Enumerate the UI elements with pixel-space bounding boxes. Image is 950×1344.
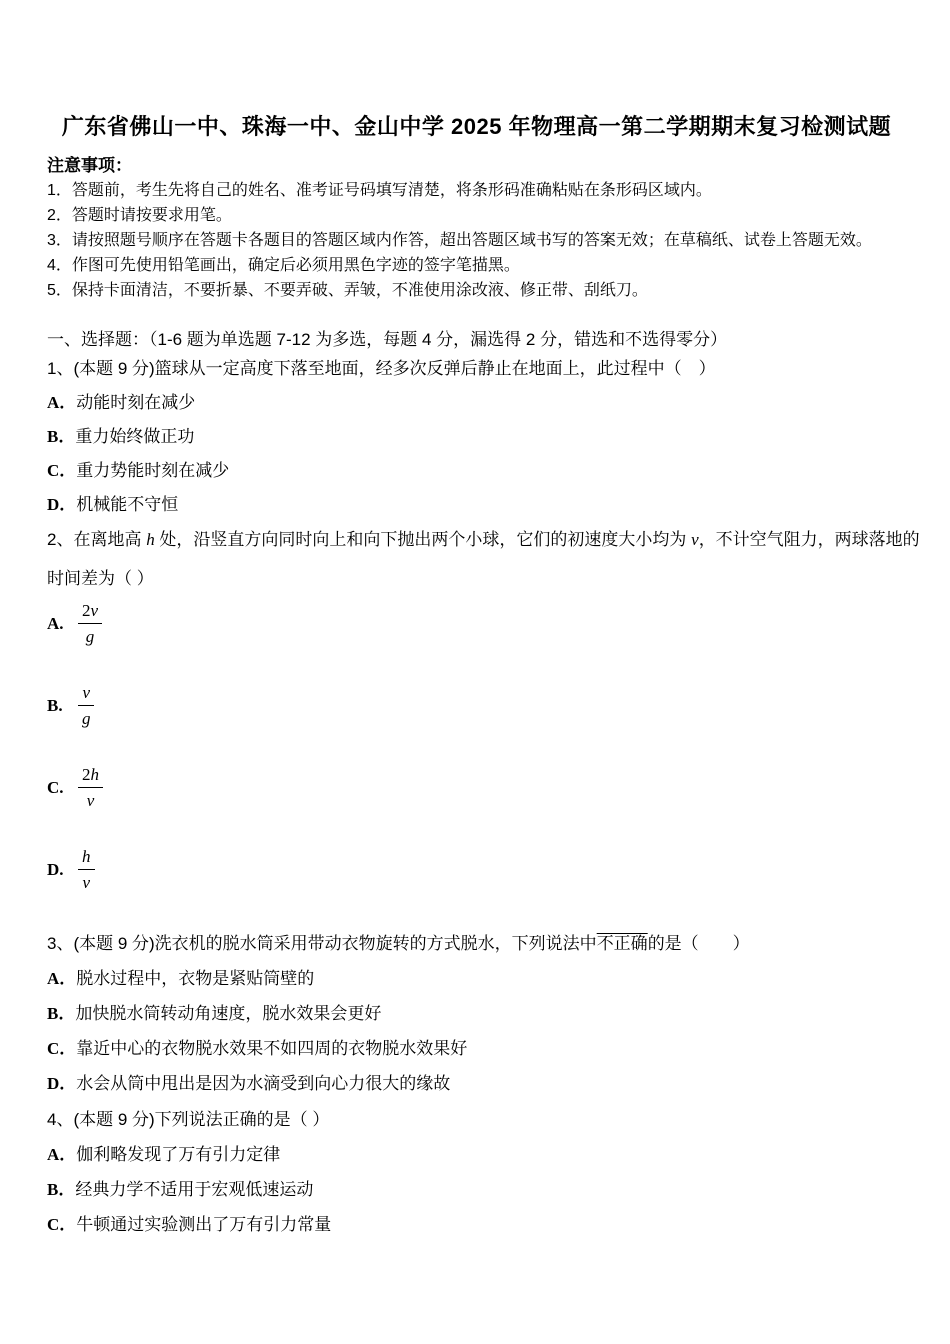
stem-text: 的是（ ）: [647, 934, 750, 953]
option-text: 重力势能时刻在减少: [76, 461, 230, 480]
option-text: 牛顿通过实验测出了万有引力常量: [76, 1215, 332, 1234]
notice-heading: 注意事项：: [47, 156, 132, 175]
option-letter: C．: [47, 1039, 77, 1058]
question-4-option-c: [47, 1214, 906, 1236]
section-header-choice-questions: 一、选择题：（1-6 题为单选题 7-12 为多选，每题 4 分，漏选得 2 分，错选和不选得零分）: [47, 330, 728, 349]
option-letter: A．: [47, 393, 77, 412]
stem-text: ，不计空气阻力，两球落地的: [698, 530, 920, 549]
fraction-denominator: g: [82, 709, 91, 728]
notice-item-2: 2．答题时请按要求用笔。: [47, 207, 232, 224]
numerator-variable: v: [90, 601, 99, 620]
exam-title: 广东省佛山一中、珠海一中、金山中学 2025 年物理高一第二学期期末复习检测试题: [61, 114, 892, 139]
numerator-coefficient: 2: [82, 601, 91, 620]
option-letter: A．: [47, 1145, 77, 1164]
question-1-option-a: [47, 392, 906, 414]
option-letter: B．: [47, 1004, 76, 1023]
numerator-variable: h: [82, 847, 91, 866]
emphasized-text: 不正确: [596, 934, 648, 953]
option-text: 动能时刻在减少: [76, 393, 196, 412]
question-1-option-b: [47, 426, 906, 448]
fraction-denominator: g: [85, 627, 95, 646]
option-letter: D．: [47, 495, 77, 514]
option-letter: A.: [47, 613, 64, 633]
fraction-denominator: v: [86, 791, 95, 810]
question-4-option-b: [47, 1179, 906, 1201]
fraction: [78, 764, 103, 811]
fraction-numerator: [78, 600, 102, 624]
question-2-option-a: [47, 600, 906, 647]
option-letter: D.: [47, 859, 64, 879]
question-1: [47, 358, 906, 516]
notice-item-3: 3．请按照题号顺序在答题卡各题目的答题区域内作答，超出答题区域书写的答案无效；在草稿纸、试卷上答题无效。: [47, 232, 872, 249]
question-2: [47, 529, 920, 893]
question-3-option-d: [47, 1073, 906, 1095]
fraction: [78, 846, 95, 893]
question-2-option-b: [47, 682, 906, 729]
option-letter: C．: [47, 461, 77, 480]
question-3: [47, 933, 906, 1095]
fraction: [78, 600, 102, 647]
question-2-stem-line1: [47, 529, 920, 551]
question-2-stem-line2: 时间差为（ ）: [47, 569, 154, 588]
stem-text: 3、(本题 9 分)洗衣机的脱水筒采用带动衣物旋转的方式脱水，下列说法中: [47, 934, 597, 953]
notice-item-1: 1．答题前，考生先将自己的姓名、准考证号码填写清楚，将条形码准确粘贴在条形码区域内。: [47, 182, 712, 199]
fraction-denominator: v: [82, 873, 91, 892]
option-text: 脱水过程中，衣物是紧贴筒壁的: [76, 969, 315, 988]
option-text: 靠近中心的衣物脱水效果不如四周的衣物脱水效果好: [76, 1039, 468, 1058]
numerator-variable: v: [82, 683, 91, 702]
notice-section: [47, 154, 906, 303]
numerator-coefficient: 2: [82, 765, 91, 784]
variable-h: h: [146, 530, 155, 549]
question-1-option-d: [47, 494, 906, 516]
stem-text: 2、在离地高: [47, 530, 147, 549]
option-letter: B.: [47, 695, 63, 715]
option-text: 机械能不守恒: [76, 495, 179, 514]
question-4: [47, 1109, 906, 1236]
fraction-numerator: [78, 764, 103, 788]
numerator-variable: h: [90, 765, 99, 784]
question-2-option-c: [47, 764, 906, 811]
option-letter: D．: [47, 1074, 77, 1093]
option-letter: C.: [47, 777, 64, 797]
question-3-stem: [47, 933, 906, 955]
question-2-option-d: [47, 846, 906, 893]
fraction: [78, 682, 95, 729]
stem-text: 处，沿竖直方向同时向上和向下抛出两个小球，它们的初速度大小均为: [154, 530, 692, 549]
question-1-stem: 1、(本题 9 分)篮球从一定高度下落至地面，经多次反弹后静止在地面上，此过程中（ ）: [47, 359, 716, 378]
question-3-option-b: [47, 1003, 906, 1025]
fraction-numerator: [78, 682, 94, 706]
notice-item-5: 5．保持卡面清洁，不要折暴、不要弄破、弄皱，不准使用涂改液、修正带、刮纸刀。: [47, 282, 648, 299]
option-letter: C．: [47, 1215, 77, 1234]
fraction-numerator: [78, 846, 95, 870]
question-4-stem: 4、(本题 9 分)下列说法正确的是（ ）: [47, 1110, 330, 1129]
question-1-option-c: [47, 460, 906, 482]
variable-v: v: [691, 530, 699, 549]
option-letter: B．: [47, 1180, 76, 1199]
option-letter: B．: [47, 427, 76, 446]
option-text: 伽利略发现了万有引力定律: [76, 1145, 281, 1164]
question-3-option-a: [47, 968, 906, 990]
option-text: 水会从筒中甩出是因为水滴受到向心力很大的缘故: [76, 1074, 451, 1093]
option-letter: A．: [47, 969, 77, 988]
notice-item-4: 4．作图可先使用铅笔画出，确定后必须用黑色字迹的签字笔描黑。: [47, 257, 520, 274]
option-text: 重力始终做正功: [75, 427, 195, 446]
option-text: 加快脱水筒转动角速度，脱水效果会更好: [75, 1004, 382, 1023]
question-4-option-a: [47, 1144, 906, 1166]
option-text: 经典力学不适用于宏观低速运动: [75, 1180, 314, 1199]
question-3-option-c: [47, 1038, 906, 1060]
